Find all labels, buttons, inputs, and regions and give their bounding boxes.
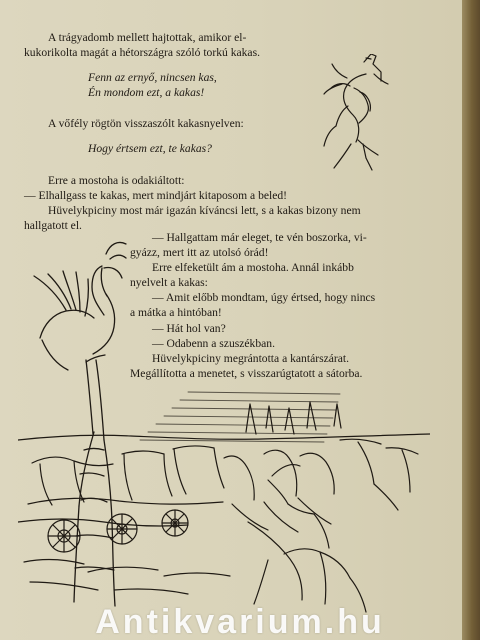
text-line: Hüvelykpiciny most már igazán kíváncsi lett, s a kakas bizony nem: [48, 203, 361, 217]
dialogue-line: Megállította a menetet, s visszarúgtatott a sátorba.: [130, 366, 363, 380]
text-line: A trágyadomb mellett hajtottak, amikor el-: [48, 31, 247, 44]
dialogue-line: nyelvelt a kakas:: [130, 276, 208, 290]
dialogue-line: gyázz, mert itt az utolsó órád!: [130, 246, 269, 260]
book-spine: [462, 0, 480, 640]
text-line: kukorikolta magát a hétországra szóló torkú kakas.: [24, 46, 260, 60]
dialogue-line: a mátka a hintóban!: [130, 306, 222, 320]
dialogue-line: — Odabenn a szuszékban.: [152, 336, 275, 350]
verse-line: Én mondom ezt, a kakas!: [88, 86, 205, 100]
dialogue-line: Erre elfeketült ám a mostoha. Annál inkább: [152, 261, 354, 275]
dialogue-line: Hüvelykpiciny megrántotta a kantárszárat.: [152, 351, 350, 365]
procession-illustration: [18, 384, 430, 614]
dialogue-text: [130, 230, 382, 381]
watermark-text: Antikvarium.hu: [95, 604, 385, 640]
text-line: hallgatott el.: [24, 218, 82, 232]
text-line: — Elhallgass te kakas, mert mindjárt kitaposom a beled!: [24, 188, 288, 202]
verse-line: Fenn az ernyő, nincsen kas,: [88, 71, 217, 85]
text-line: Erre a mostoha is odakiáltott:: [48, 173, 185, 187]
rooster-illustration: [18, 236, 136, 614]
verse-line: Hogy értsem ezt, te kakas?: [88, 142, 212, 156]
main-text: [24, 30, 430, 233]
dialogue-line: — Amit előbb mondtam, úgy értsed, hogy nincs: [152, 291, 376, 305]
dialogue-line: — Hát hol van?: [152, 321, 226, 335]
dialogue-line: — Hallgattam már eleget, te vén boszorka, vi-: [152, 231, 367, 244]
text-line: A vőfély rögtön visszaszólt kakasnyelven:: [48, 117, 244, 131]
